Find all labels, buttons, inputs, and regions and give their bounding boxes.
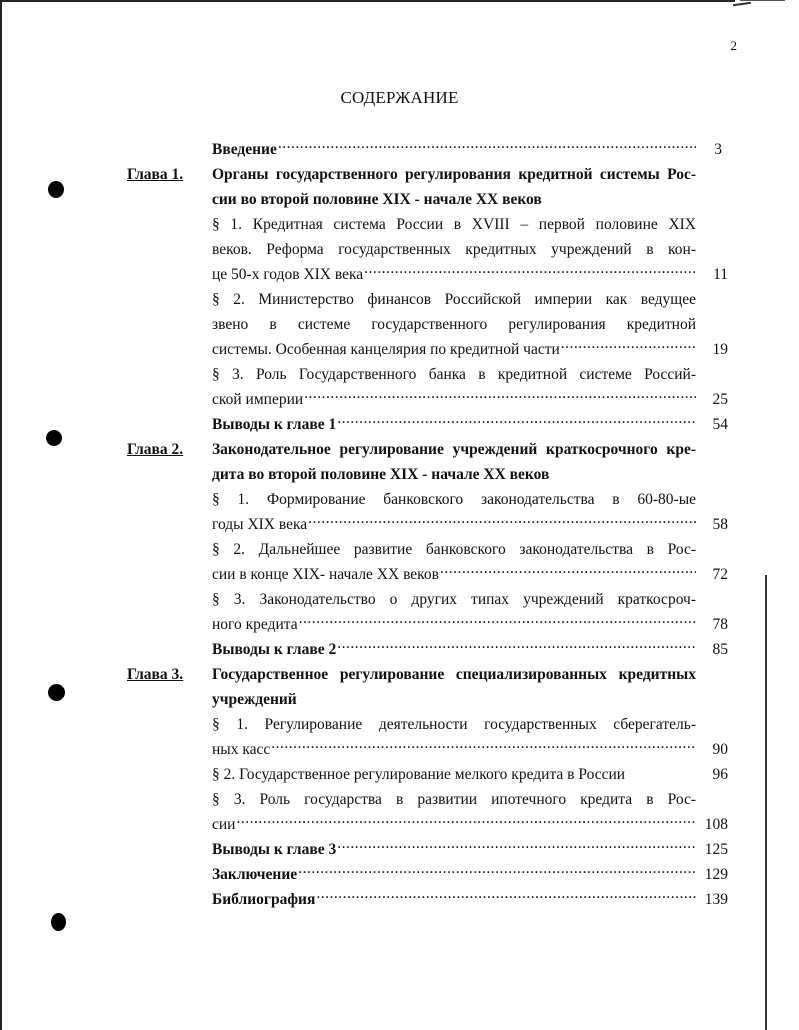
toc-page: 129 <box>704 866 728 883</box>
toc-page: 58 <box>712 516 728 533</box>
section-line: § 2. Государственное регулирование мелкого кредита в России <box>212 766 626 783</box>
toc-page: 78 <box>712 616 728 633</box>
page-border-top <box>0 0 735 2</box>
page-border-left <box>0 0 2 1030</box>
punch-hole-4 <box>51 913 66 931</box>
section-line: § 2. Дальнейшее развитие банковского законодательства в Рос- <box>212 541 696 558</box>
section-last-line: ного кредита ..... <box>212 612 696 637</box>
punch-hole-3 <box>48 684 65 701</box>
page-corner-mark <box>733 2 751 6</box>
toc-page: 85 <box>712 641 728 658</box>
toc-page: 125 <box>704 841 728 858</box>
punch-hole-2 <box>46 430 62 446</box>
chapter-title-line: дита во второй половине XIX - начале XX веков <box>212 466 550 483</box>
section-last-line: сии ..... <box>212 812 696 837</box>
page-title: СОДЕРЖАНИЕ <box>340 88 459 107</box>
toc-page: 54 <box>712 416 728 433</box>
section-line: звено в системе государственного регулирования кредитной <box>212 316 696 333</box>
section-line: § 2. Министерство финансов Российской империи как ведущее <box>212 291 696 308</box>
toc-page: 72 <box>712 566 728 583</box>
section-last-line: ской империи ..... <box>212 387 696 412</box>
chapter-label: Глава 3. <box>127 666 184 683</box>
page-border-right <box>765 575 767 1030</box>
toc-entry-conclusion: Заключение ..... <box>212 862 696 887</box>
toc-entry-bibliography: Библиография ..... <box>212 887 696 912</box>
toc-entry-introduction: Введение ..... <box>212 137 696 162</box>
chapter-title-line: Органы государственного регулирования кредитной системы Рос- <box>212 166 696 183</box>
punch-hole-1 <box>48 181 64 198</box>
toc-page: 108 <box>704 816 728 833</box>
section-last-line: годы XIX века ..... <box>212 512 696 537</box>
toc-page: 90 <box>712 741 728 758</box>
section-line: веков. Реформа государственных кредитных учреждений в кон- <box>212 241 696 258</box>
toc-page: 139 <box>704 891 728 908</box>
toc-page: 11 <box>713 266 728 283</box>
section-last-line: ных касс ..... <box>212 737 696 762</box>
section-last-line: це 50-х годов XIX века ..... <box>212 262 696 287</box>
toc-page: 25 <box>712 391 728 408</box>
section-line: § 3. Роль государства в развитии ипотечного кредита в Рос- <box>212 791 696 808</box>
section-line: § 3. Роль Государственного банка в кредитной системе Россий- <box>212 366 696 383</box>
chapter-label: Глава 1. <box>127 166 184 183</box>
toc-page: 19 <box>712 341 728 358</box>
toc-page: 96 <box>712 766 728 783</box>
section-line: § 3. Законодательство о других типах учреждений краткосроч- <box>212 591 696 608</box>
section-last-line: сии в конце XIX- начале XX веков ..... <box>212 562 696 587</box>
toc-entry-conclusions-1: Выводы к главе 1 ..... <box>212 412 696 437</box>
section-line: § 1. Кредитная система России в XVIII – первой половине XIX <box>212 216 696 233</box>
chapter-title-line: Государственное регулирование специализированных кредитных <box>212 666 696 683</box>
chapter-label: Глава 2. <box>127 441 184 458</box>
section-last-line: системы. Особенная канцелярия по кредитной части ..... <box>212 337 696 362</box>
section-line: § 1. Формирование банковского законодательства в 60-80-ые <box>212 491 696 508</box>
toc-page: 3 <box>714 141 722 158</box>
page-number: 2 <box>730 38 737 53</box>
page-border-top-fragment <box>740 0 785 1</box>
chapter-title-line: сии во второй половине XIX - начале XX веков <box>212 191 542 208</box>
chapter-title-line: Законодательное регулирование учреждений краткосрочного кре- <box>212 441 696 458</box>
toc-entry-conclusions-2: Выводы к главе 2 ..... <box>212 637 696 662</box>
chapter-title-line: учреждений <box>212 691 297 708</box>
toc-entry-conclusions-3: Выводы к главе 3 ..... <box>212 837 696 862</box>
section-line: § 1. Регулирование деятельности государственных сберегатель- <box>212 716 696 733</box>
